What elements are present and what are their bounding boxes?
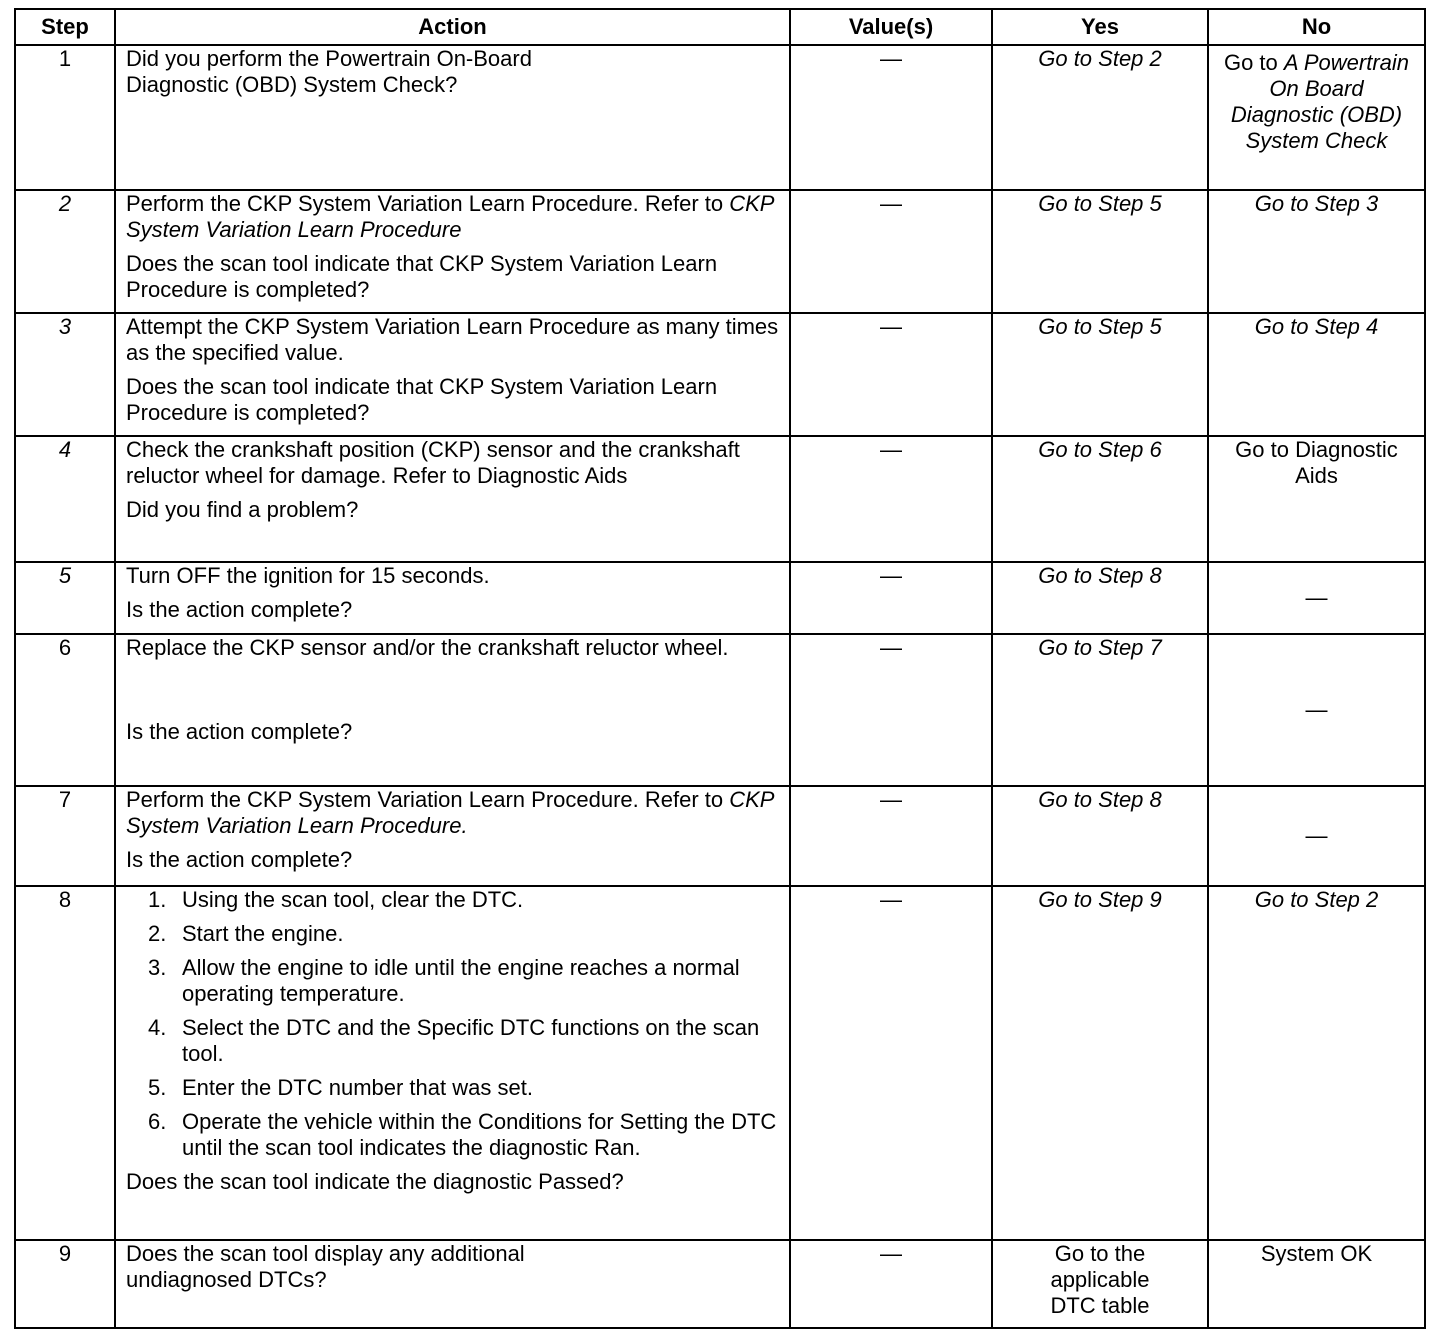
no-cell: Go to Step 4 bbox=[1208, 313, 1425, 436]
value-cell: — bbox=[790, 190, 992, 313]
substep-list bbox=[126, 887, 779, 1161]
action-text: Did you perform the Powertrain On-Board Diagnostic (OBD) System Check? bbox=[126, 46, 532, 97]
action-cell bbox=[115, 1240, 790, 1328]
action-question: Is the action complete? bbox=[126, 719, 353, 744]
step-number: 2 bbox=[15, 190, 115, 313]
no-cell: — bbox=[1208, 634, 1425, 786]
action-text bbox=[126, 787, 779, 839]
list-item bbox=[126, 1109, 779, 1161]
yes-cell: Go to the applicable DTC table bbox=[992, 1240, 1208, 1328]
header-step: Step bbox=[15, 9, 115, 45]
action-cell bbox=[115, 313, 790, 436]
list-item bbox=[126, 955, 779, 1007]
substep-number: 3. bbox=[148, 955, 167, 980]
action-question: Is the action complete? bbox=[126, 597, 353, 622]
table-row-step-2 bbox=[15, 190, 1425, 313]
no-cell: Go to Step 3 bbox=[1208, 190, 1425, 313]
value-cell: — bbox=[790, 45, 992, 190]
yes-cell: Go to Step 7 bbox=[992, 634, 1208, 786]
table-row-step-4 bbox=[15, 436, 1425, 562]
substep-text: Select the DTC and the Specific DTC functions on the scan tool. bbox=[182, 1015, 760, 1066]
action-text: Turn OFF the ignition for 15 seconds. bbox=[126, 563, 490, 588]
no-cell: Go to Diagnostic Aids bbox=[1208, 436, 1425, 562]
action-cell bbox=[115, 436, 790, 562]
value-cell: — bbox=[790, 886, 992, 1240]
action-question: Did you find a problem? bbox=[126, 497, 359, 522]
action-cell bbox=[115, 786, 790, 886]
step-number: 1 bbox=[15, 45, 115, 190]
value-cell: — bbox=[790, 562, 992, 634]
header-values: Value(s) bbox=[790, 9, 992, 45]
no-cell: System OK bbox=[1208, 1240, 1425, 1328]
yes-cell: Go to Step 8 bbox=[992, 562, 1208, 634]
step-number: 4 bbox=[15, 436, 115, 562]
table-row-step-8 bbox=[15, 886, 1425, 1240]
action-text bbox=[126, 191, 779, 243]
table-row-step-3 bbox=[15, 313, 1425, 436]
list-item bbox=[126, 921, 779, 947]
action-text: Attempt the CKP System Variation Learn Procedure as many times as the specified value. bbox=[126, 314, 779, 365]
yes-cell: Go to Step 8 bbox=[992, 786, 1208, 886]
yes-cell: Go to Step 9 bbox=[992, 886, 1208, 1240]
action-question: Does the scan tool indicate that CKP System Variation Learn Procedure is completed? bbox=[126, 374, 718, 425]
no-cell: — bbox=[1208, 562, 1425, 634]
value-cell: — bbox=[790, 1240, 992, 1328]
action-period: . bbox=[461, 813, 468, 838]
no-link: A Powertrain On Board Diagnostic (OBD) System Check bbox=[1230, 50, 1410, 153]
value-cell: — bbox=[790, 436, 992, 562]
action-cell bbox=[115, 886, 790, 1240]
no-prefix: Go to bbox=[1223, 50, 1284, 75]
substep-number: 5. bbox=[148, 1075, 167, 1100]
list-item bbox=[126, 1075, 779, 1101]
action-text: Check the crankshaft position (CKP) sensor and the crankshaft reluctor wheel for damage. Refer to Diagnostic Aids bbox=[126, 437, 740, 488]
step-number: 7 bbox=[15, 786, 115, 886]
yes-cell: Go to Step 6 bbox=[992, 436, 1208, 562]
yes-cell: Go to Step 5 bbox=[992, 190, 1208, 313]
table-row-step-1 bbox=[15, 45, 1425, 190]
substep-text: Start the engine. bbox=[182, 921, 344, 946]
no-cell: — bbox=[1208, 786, 1425, 886]
no-cell: Go to Step 2 bbox=[1208, 886, 1425, 1240]
substep-text: Using the scan tool, clear the DTC. bbox=[182, 887, 524, 912]
step-number: 9 bbox=[15, 1240, 115, 1328]
action-cell bbox=[115, 562, 790, 634]
action-cell bbox=[115, 45, 790, 190]
list-item bbox=[126, 887, 779, 913]
substep-text: Operate the vehicle within the Conditions for Setting the DTC until the scan tool indicates the diagnostic Ran. bbox=[182, 1109, 777, 1160]
header-row bbox=[15, 9, 1425, 45]
action-ref: CKP System Variation Learn Procedure bbox=[126, 787, 774, 838]
yes-cell: Go to Step 2 bbox=[992, 45, 1208, 190]
action-cell bbox=[115, 190, 790, 313]
action-cell bbox=[115, 634, 790, 786]
action-question: Is the action complete? bbox=[126, 847, 353, 872]
action-text-a: Perform the CKP System Variation Learn Procedure. Refer to bbox=[126, 787, 730, 812]
substep-number: 1. bbox=[148, 887, 167, 912]
table-row-step-6 bbox=[15, 634, 1425, 786]
no-cell bbox=[1208, 45, 1425, 190]
table-row-step-5 bbox=[15, 562, 1425, 634]
action-question: Does the scan tool indicate that CKP System Variation Learn Procedure is completed? bbox=[126, 251, 718, 302]
list-item bbox=[126, 1015, 779, 1067]
diagnostic-table bbox=[14, 8, 1426, 1329]
action-text: Replace the CKP sensor and/or the crankshaft reluctor wheel. bbox=[126, 635, 729, 660]
step-number: 8 bbox=[15, 886, 115, 1240]
substep-number: 4. bbox=[148, 1015, 167, 1040]
value-cell: — bbox=[790, 634, 992, 786]
action-question: Does the scan tool indicate the diagnostic Passed? bbox=[126, 1169, 624, 1194]
value-cell: — bbox=[790, 786, 992, 886]
yes-cell: Go to Step 5 bbox=[992, 313, 1208, 436]
substep-number: 2. bbox=[148, 921, 167, 946]
header-yes: Yes bbox=[992, 9, 1208, 45]
step-number: 3 bbox=[15, 313, 115, 436]
step-number: 5 bbox=[15, 562, 115, 634]
action-ref: CKP System Variation Learn Procedure bbox=[126, 191, 774, 242]
header-no: No bbox=[1208, 9, 1425, 45]
action-text-a: Perform the CKP System Variation Learn Procedure. Refer to bbox=[126, 191, 730, 216]
substep-number: 6. bbox=[148, 1109, 167, 1134]
substep-text: Enter the DTC number that was set. bbox=[182, 1075, 533, 1100]
step-number: 6 bbox=[15, 634, 115, 786]
header-action: Action bbox=[115, 9, 790, 45]
action-text: Does the scan tool display any additional undiagnosed DTCs? bbox=[126, 1241, 525, 1292]
substep-text: Allow the engine to idle until the engine reaches a normal operating temperature. bbox=[182, 955, 740, 1006]
table-row-step-7 bbox=[15, 786, 1425, 886]
table-row-step-9 bbox=[15, 1240, 1425, 1328]
value-cell: — bbox=[790, 313, 992, 436]
